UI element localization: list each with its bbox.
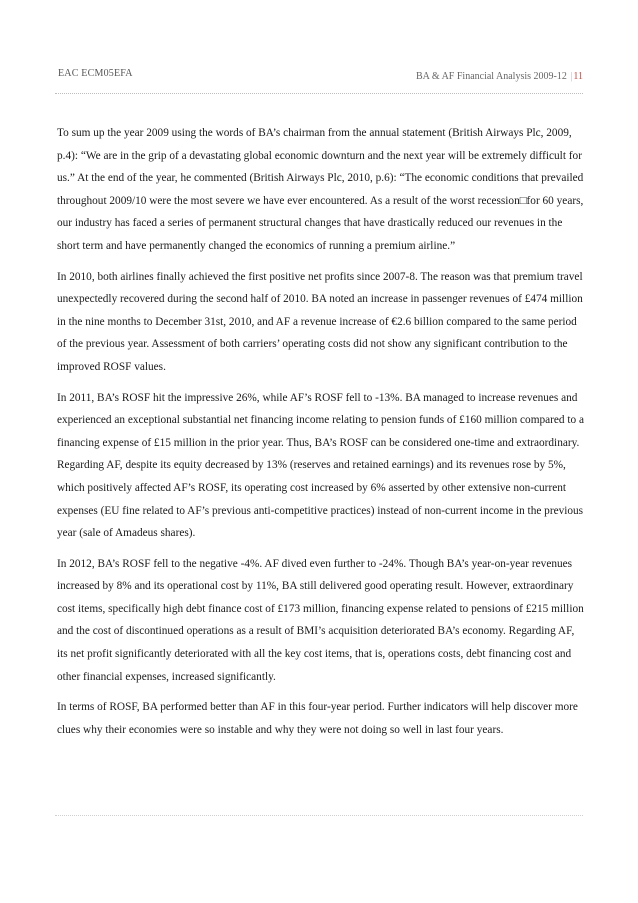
page-number: 11 bbox=[573, 71, 583, 82]
body-text bbox=[57, 122, 587, 749]
footer-divider bbox=[55, 815, 583, 816]
page-header bbox=[55, 63, 583, 94]
paragraph-2010: In 2010, both airlines finally achieved the first positive net profits since 2007-8. The reason was that premium travel unexpectedly recovered during the second half of 2010. BA noted an increase in passenger revenues of £474 million in the nine months to December 31st, 2010, and AF a revenue increase of €2.6 billion compared to the same period of the previous year. Assessment of both carriers’ operating costs did not show any significant contribution to the improved ROSF values. bbox=[57, 270, 583, 373]
document-title: BA & AF Financial Analysis 2009-12 bbox=[416, 71, 567, 82]
paragraph-conclusion: In terms of ROSF, BA performed better than AF in this four-year period. Further indicators will help discover more clues why their economies were so instable and why they were not doing so well in last four years. bbox=[57, 701, 578, 736]
paragraph-2011: In 2011, BA’s ROSF hit the impressive 26%, while AF’s ROSF fell to -13%. BA managed to increase revenues and experienced an exceptional substantial net financing income relating to pension funds of £160 million compared to a financing expense of £15 million in the prior year. Thus, BA’s ROSF can be considered one-time and extraordinary. Regarding AF, despite its equity decreased by 13% (reserves and retained earnings) and its revenues rose by 5%, which positively affected AF’s ROSF, its operating cost increased by 6% asserted by other extensive non-current expenses (EU fine related to AF’s previous anti-competitive practices) instead of non-current income in the previous year (sale of Amadeus shares). bbox=[57, 391, 585, 540]
course-code: EAC ECM05EFA bbox=[58, 68, 133, 79]
header-separator: | bbox=[570, 71, 573, 82]
paragraph-2012: In 2012, BA’s ROSF fell to the negative -4%. AF dived even further to -24%. Though BA’s year-on-year revenues increased by 8% and its operational cost by 11%, BA still delivered good operating result. However, extraordinary cost items, specifically high debt finance cost of £173 million, financing expense related to pensions of £215 million and the cost of discontinued operations as a result of BMI’s acquisition deteriorated BA’s economy. Regarding AF, its net profit significantly deteriorated with all the key cost items, that is, operations costs, debt financing cost and other financial expenses, increased significantly. bbox=[57, 557, 584, 683]
paragraph-2009-summary: To sum up the year 2009 using the words of BA’s chairman from the annual statement (British Airways Plc, 2009, p.4): “We are in the grip of a devastating global economic downturn and the next year will be extremely difficult for us.” At the end of the year, he commented (British Airways Plc, 2010, p.6): “The economic conditions that prevailed throughout 2009/10 were the most severe we have ever encountered. As a result of the worst recession□for 60 years, our industry has faced a series of permanent structural changes that have drastically reduced our revenues in the short term and have permanently changed the economics of running a premium airline.” bbox=[57, 127, 584, 252]
running-title bbox=[416, 71, 583, 82]
